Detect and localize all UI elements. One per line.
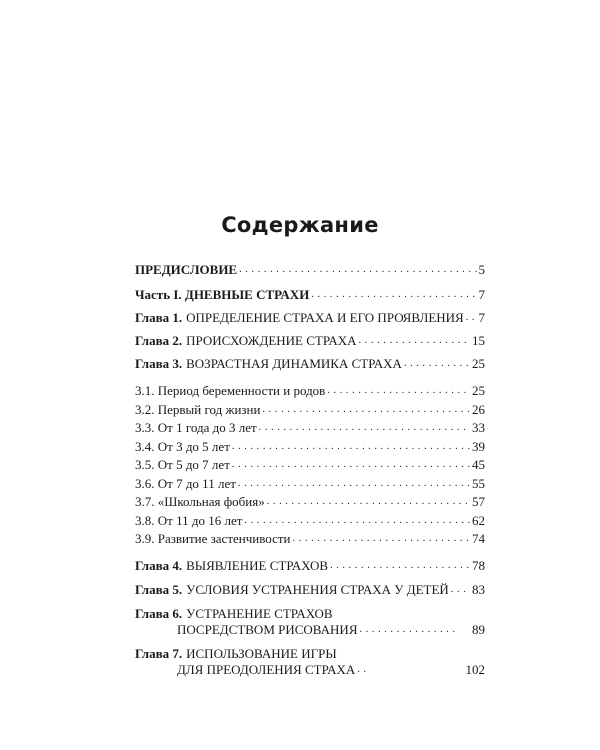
dot-leader [238,476,470,492]
toc-entry-text: ВОЗРАСТНАЯ ДИНАМИКА СТРАХА [186,356,402,371]
dot-leader [360,622,471,638]
toc-page-number: 83 [472,582,485,597]
toc-entry [135,356,485,372]
toc-entry-text-line1: УСТРАНЕНИЕ СТРАХОВ [186,606,333,621]
dot-leader [466,310,477,326]
toc-entry-text: ОПРЕДЕЛЕНИЕ СТРАХА И ЕГО ПРОЯВЛЕНИЯ [186,310,464,325]
dot-leader [404,356,470,372]
dot-leader [451,582,470,598]
chapter-label: Глава 2. [135,333,183,348]
chapter-label: Глава 1. [135,310,183,325]
toc-entry [135,439,485,455]
toc-page-number: 25 [472,383,485,398]
dot-leader [359,333,470,349]
toc-entry-text: 3.1. Период беременности и родов [135,383,326,398]
toc-entry-text: ВЫЯВЛЕНИЕ СТРАХОВ [186,558,329,573]
toc-entry [135,476,485,492]
dot-leader [357,662,463,678]
toc-page-number: 45 [472,457,485,472]
toc-entry-text: 3.5. От 5 до 7 лет [135,457,230,472]
toc-entry [135,494,485,510]
toc-page-number: 78 [472,558,485,573]
toc-entry-text: УСЛОВИЯ УСТРАНЕНИЯ СТРАХА У ДЕТЕЙ [186,582,449,597]
toc-entry [135,420,485,436]
dot-leader [232,439,470,455]
toc-page-number: 33 [472,420,485,435]
chapter-label: Глава 3. [135,356,183,371]
chapter-label: Глава 5. [135,582,183,597]
toc-page-number: 57 [472,494,485,509]
toc-page-number: 15 [472,333,485,348]
toc-entry-text: 3.9. Развитие застенчивости [135,531,291,546]
toc-entry-text-line2: ПОСРЕДСТВОМ РИСОВАНИЯ [177,622,358,637]
toc-page-number: 7 [478,287,485,302]
page-title: Содержание [221,213,379,237]
chapter-label: Глава 7. [135,646,183,661]
toc-page-number: 39 [472,439,485,454]
toc-page-number: 7 [478,310,485,325]
toc-entry-text-line2: ДЛЯ ПРЕОДОЛЕНИЯ СТРАХА [177,662,356,677]
toc-entry [135,531,485,547]
toc-entry [135,582,485,598]
dot-leader [327,383,470,399]
dot-leader [259,420,470,436]
toc-page-number: 5 [478,262,485,277]
toc-entry-text: ПРОИСХОЖДЕНИЕ СТРАХА [186,333,357,348]
toc-entry [135,262,485,278]
dot-leader [239,262,476,278]
dot-leader [330,558,470,574]
toc-entry-text: 3.3. От 1 года до 3 лет [135,420,257,435]
toc-entry [135,383,485,399]
toc-entry-text: ПРЕДИСЛОВИЕ [135,262,238,277]
toc-entry-text: 3.8. От 11 до 16 лет [135,513,243,528]
toc-entry [135,513,485,529]
dot-leader [244,513,470,529]
dot-leader [311,287,476,303]
toc-page-number: 74 [472,531,485,546]
toc-page-number: 26 [472,402,485,417]
toc-page-number: 62 [472,513,485,528]
toc-entry-text: 3.4. От 3 до 5 лет [135,439,230,454]
toc-entry-text: 3.7. «Школьная фобия» [135,494,265,509]
toc-page-number: 55 [472,476,485,491]
chapter-label: Глава 4. [135,558,183,573]
toc-entry [135,333,485,349]
toc-entry [135,287,485,303]
chapter-label: Глава 6. [135,606,183,621]
toc-entry [135,457,485,473]
toc-entry [135,558,485,574]
toc-page-number: 89 [472,622,485,637]
toc-entry-text: 3.2. Первый год жизни [135,402,261,417]
dot-leader [262,402,470,418]
toc-page-number: 25 [472,356,485,371]
dot-leader [293,531,471,547]
toc-page-number: 102 [465,662,485,677]
dot-leader [267,494,470,510]
toc-entry [135,402,485,418]
toc-entry-text-line1: ИСПОЛЬЗОВАНИЕ ИГРЫ [186,646,337,661]
toc-entry-text: Часть I. ДНЕВНЫЕ СТРАХИ [135,287,310,302]
toc-entry [135,310,485,326]
toc-entry-text: 3.6. От 7 до 11 лет [135,476,236,491]
toc-entry-multiline [135,606,485,638]
toc-entry-multiline [135,646,485,678]
dot-leader [232,457,470,473]
